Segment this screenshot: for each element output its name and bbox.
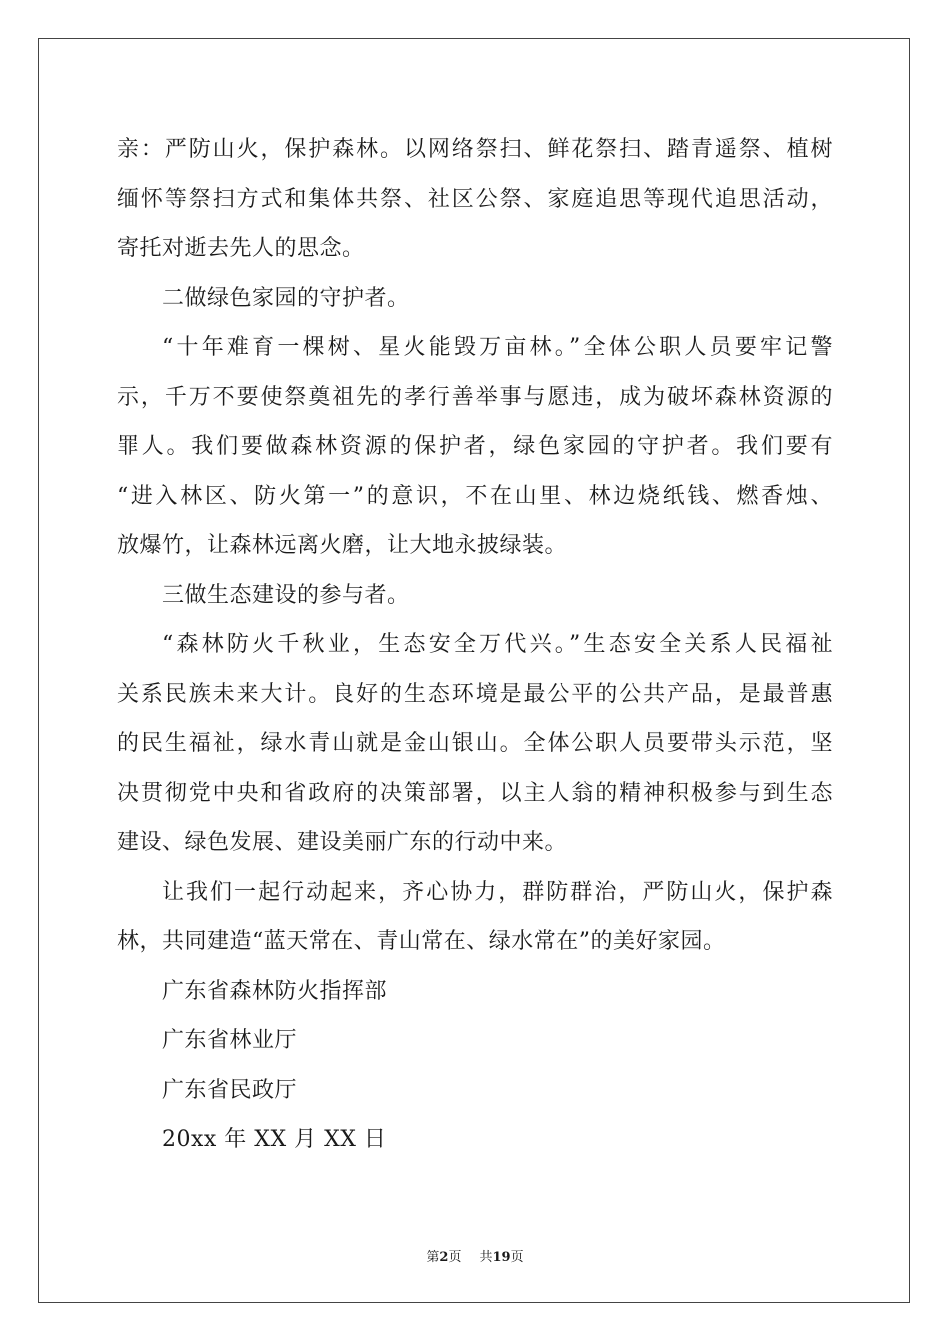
paragraph-line: 决贯彻党中央和省政府的决策部署，以主人翁的精神积极参与到生态	[117, 780, 833, 806]
paragraph-line: “进入林区、防火第一”的意识，不在山里、林边烧纸钱、燃香烛、	[117, 483, 833, 509]
signature-org: 广东省森林防火指挥部	[162, 978, 388, 1004]
page-suffix: 页	[448, 1250, 462, 1265]
paragraph-line: 寄托对逝去先人的思念。	[117, 236, 365, 261]
page-footer	[0, 1246, 950, 1265]
paragraph-line: 亲：严防山火，保护森林。以网络祭扫、鲜花祭扫、踏青遥祭、植树	[117, 137, 833, 162]
paragraph-line: “十年难育一棵树、星火能毁万亩林。”全体公职人员要牢记警	[162, 335, 833, 360]
paragraph-line: 让我们一起行动起来，齐心协力，群防群治，严防山火，保护森	[162, 879, 833, 905]
paragraph-line: 关系民族未来大计。良好的生态环境是最公平的公共产品，是最普惠	[117, 681, 833, 707]
section-heading: 二做绿色家园的守护者。	[162, 285, 410, 311]
paragraph-line: 缅怀等祭扫方式和集体共祭、社区公祭、家庭追思等现代追思活动，	[117, 186, 833, 212]
page-prefix: 第	[426, 1250, 440, 1265]
paragraph-line: 罪人。我们要做森林资源的保护者，绿色家园的守护者。我们要有	[117, 434, 833, 459]
total-pages: 19	[492, 1250, 511, 1265]
page-number: 2	[439, 1250, 449, 1265]
paragraph-line: 的民生福祉，绿水青山就是金山银山。全体公职人员要带头示范，坚	[117, 731, 833, 756]
total-prefix: 共	[479, 1250, 493, 1265]
paragraph-line: 放爆竹，让森林远离火磨，让大地永披绿装。	[117, 533, 568, 558]
paragraph-line: 示，千万不要使祭奠祖先的孝行善举事与愿违，成为破坏森林资源的	[117, 384, 833, 410]
paragraph-line: 林，共同建造“蓝天常在、青山常在、绿水常在”的美好家园。	[117, 929, 726, 954]
document-body	[117, 130, 833, 1170]
total-suffix: 页	[510, 1250, 524, 1265]
paragraph-line: “森林防火千秋业，生态安全万代兴。”生态安全关系人民福祉	[162, 632, 833, 657]
signature-org: 广东省林业厅	[162, 1028, 298, 1053]
signature-date: 20xx 年 XX 月 XX 日	[162, 1127, 387, 1152]
section-heading: 三做生态建设的参与者。	[162, 582, 410, 608]
signature-org: 广东省民政厅	[162, 1077, 298, 1103]
paragraph-line: 建设、绿色发展、建设美丽广东的行动中来。	[117, 830, 568, 855]
